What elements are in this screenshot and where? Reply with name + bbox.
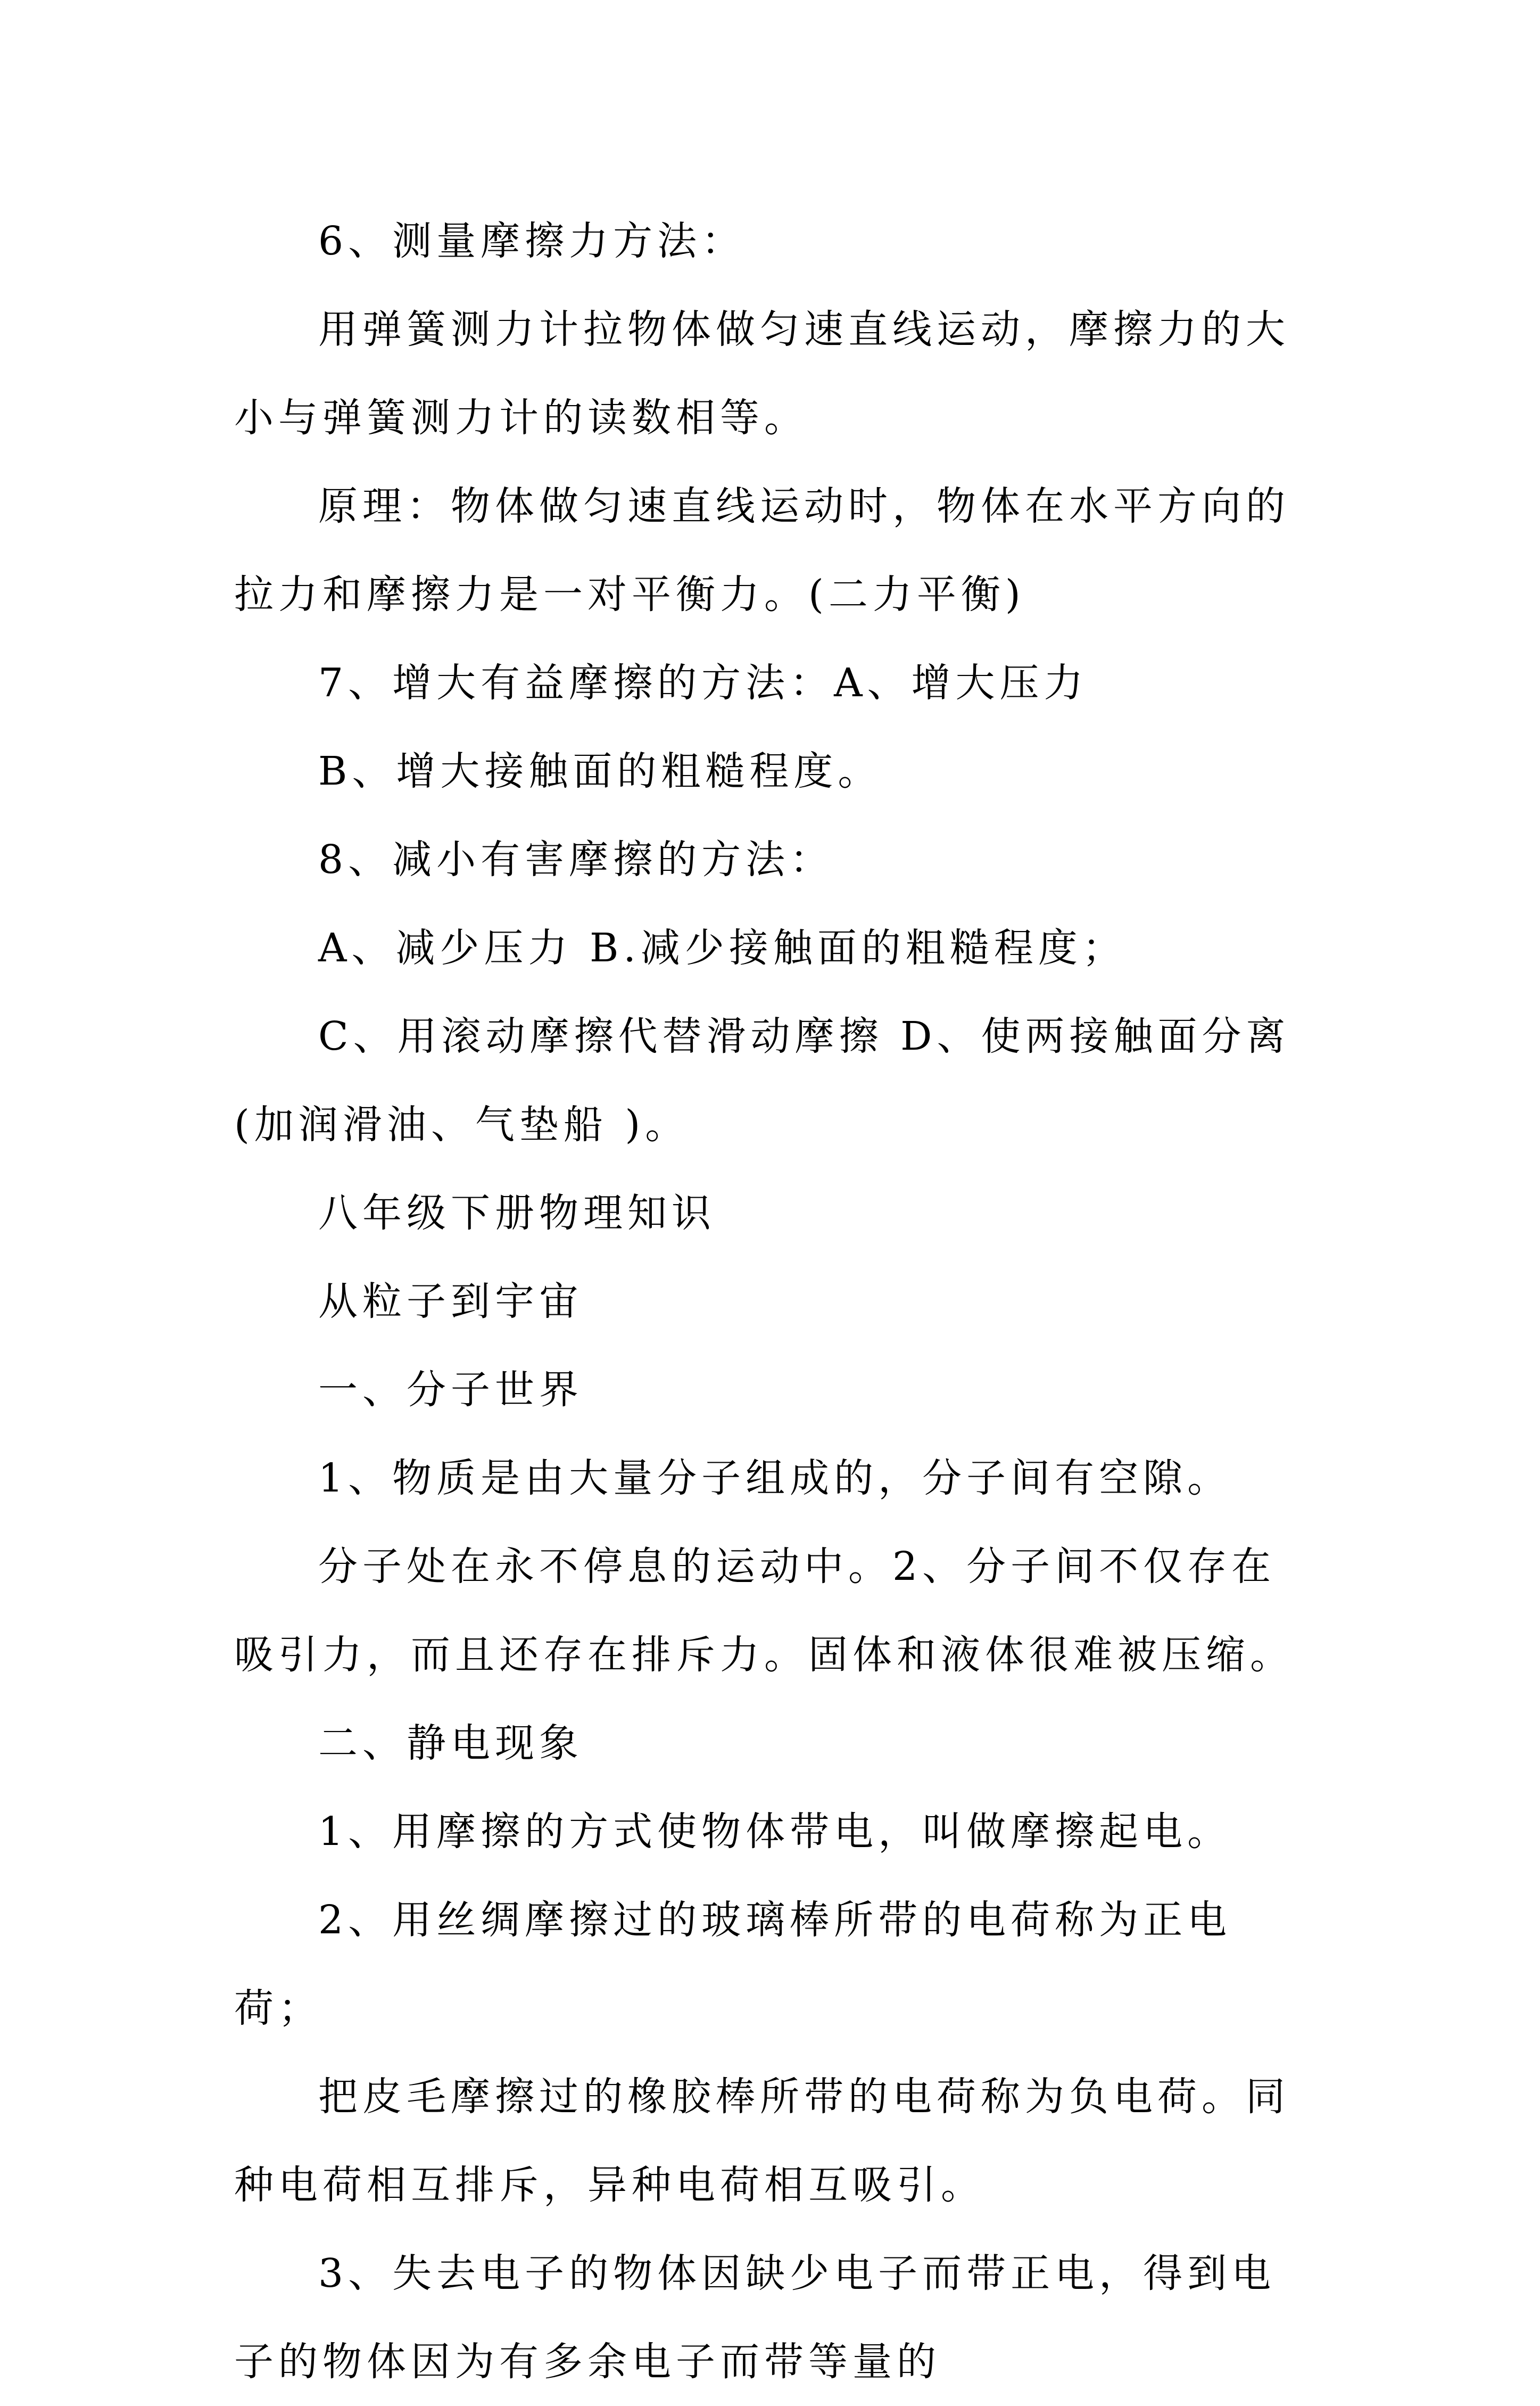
paragraph: 1、用摩擦的方式使物体带电，叫做摩擦起电。 (318, 1809, 1232, 1855)
section-heading: 二、静电现象 (318, 1720, 583, 1766)
section-heading: 八年级下册物理知识 (318, 1190, 716, 1236)
paragraph: B、增大接触面的粗糙程度。 (318, 748, 882, 794)
paragraph: 分子处在永不停息的运动中。2、分子间不仅存在吸引力，而且还存在排斥力。固体和液体很难被压缩。 (234, 1544, 1294, 1678)
paragraph: 3、失去电子的物体因缺少电子而带正电，得到电子的物体因为有多余电子而带等量的 (234, 2251, 1276, 2385)
paragraph: 8、减小有害摩擦的方法： (318, 837, 834, 883)
paragraph: C、用滚动摩擦代替滑动摩擦 D、使两接触面分离(加润滑油、气垫船 )。 (234, 1014, 1290, 1148)
section-heading: 从粒子到宇宙 (318, 1279, 583, 1324)
paragraph: 用弹簧测力计拉物体做匀速直线运动，摩擦力的大小与弹簧测力计的读数相等。 (234, 307, 1290, 441)
paragraph: 2、用丝绸摩擦过的玻璃棒所带的电荷称为正电荷； (234, 1897, 1232, 2031)
paragraph: 原理：物体做匀速直线运动时，物体在水平方向的拉力和摩擦力是一对平衡力。(二力平衡) (234, 483, 1290, 617)
paragraph: 6、测量摩擦力方法： (318, 218, 746, 264)
paragraph: A、减少压力 B.减少接触面的粗糙程度； (318, 925, 1127, 971)
paragraph: 7、增大有益摩擦的方法：A、增大压力 (318, 660, 1088, 706)
section-heading: 一、分子世界 (318, 1367, 583, 1413)
paragraph: 把皮毛摩擦过的橡胶棒所带的电荷称为负电荷。同种电荷相互排斥，异种电荷相互吸引。 (234, 2074, 1290, 2208)
document-page (234, 197, 1320, 2406)
paragraph: 1、物质是由大量分子组成的，分子间有空隙。 (318, 1455, 1232, 1501)
